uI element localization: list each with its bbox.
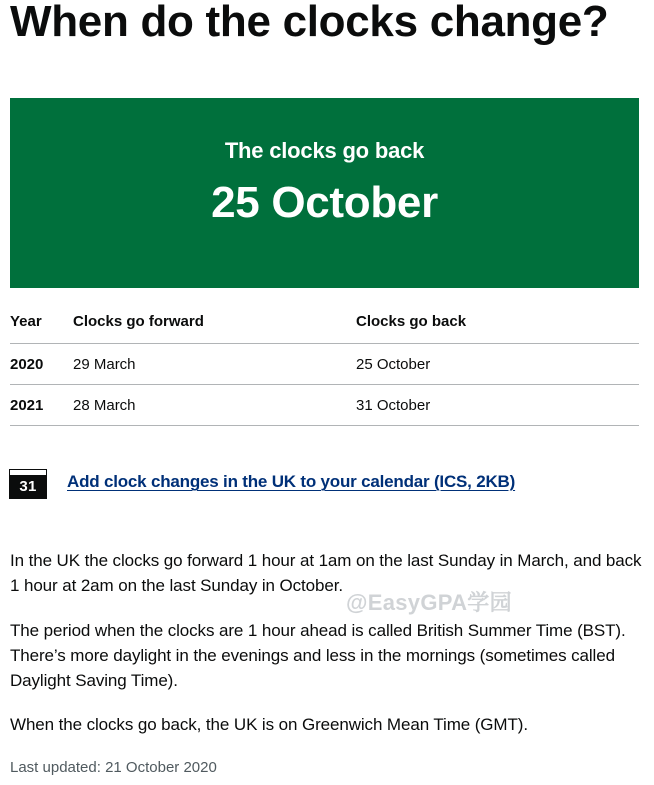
watermark: @EasyGPA学园 bbox=[346, 590, 512, 615]
paragraph-bst: The period when the clocks are 1 hour ahead is called British Summer Time (BST). There’s more daylight in the evenings and less in the mornings (sometimes called Daylight Saving Time). bbox=[10, 621, 626, 690]
column-header-back: Clocks go back bbox=[356, 300, 639, 344]
table-header-row bbox=[10, 300, 639, 344]
column-header-year: Year bbox=[10, 300, 73, 344]
table-cell-forward: 29 March bbox=[73, 344, 356, 385]
table-row bbox=[10, 385, 639, 426]
clock-change-table bbox=[10, 300, 639, 426]
paragraph-gmt: When the clocks go back, the UK is on Greenwich Mean Time (GMT). bbox=[10, 715, 528, 734]
next-change-banner bbox=[10, 98, 639, 288]
calendar-download bbox=[10, 470, 639, 500]
page-title: When do the clocks change? bbox=[10, 0, 609, 46]
next-change-date: 25 October bbox=[211, 178, 438, 227]
table-cell-year: 2021 bbox=[10, 385, 73, 426]
paragraph-clock-rules: In the UK the clocks go forward 1 hour at 1am on the last Sunday in March, and back 1 hour at 2am on the last Sunday in October. bbox=[10, 551, 642, 595]
calendar-icon: 31 bbox=[10, 470, 46, 498]
table-row bbox=[10, 344, 639, 385]
table-cell-year: 2020 bbox=[10, 344, 73, 385]
table-cell-forward: 28 March bbox=[73, 385, 356, 426]
next-change-label: The clocks go back bbox=[224, 138, 425, 163]
last-updated: Last updated: 21 October 2020 bbox=[10, 759, 217, 776]
table-cell-back: 25 October bbox=[356, 344, 639, 385]
add-to-calendar-link[interactable]: Add clock changes in the UK to your calendar (ICS, 2KB) bbox=[67, 472, 516, 491]
column-header-forward: Clocks go forward bbox=[73, 300, 356, 344]
table-cell-back: 31 October bbox=[356, 385, 639, 426]
